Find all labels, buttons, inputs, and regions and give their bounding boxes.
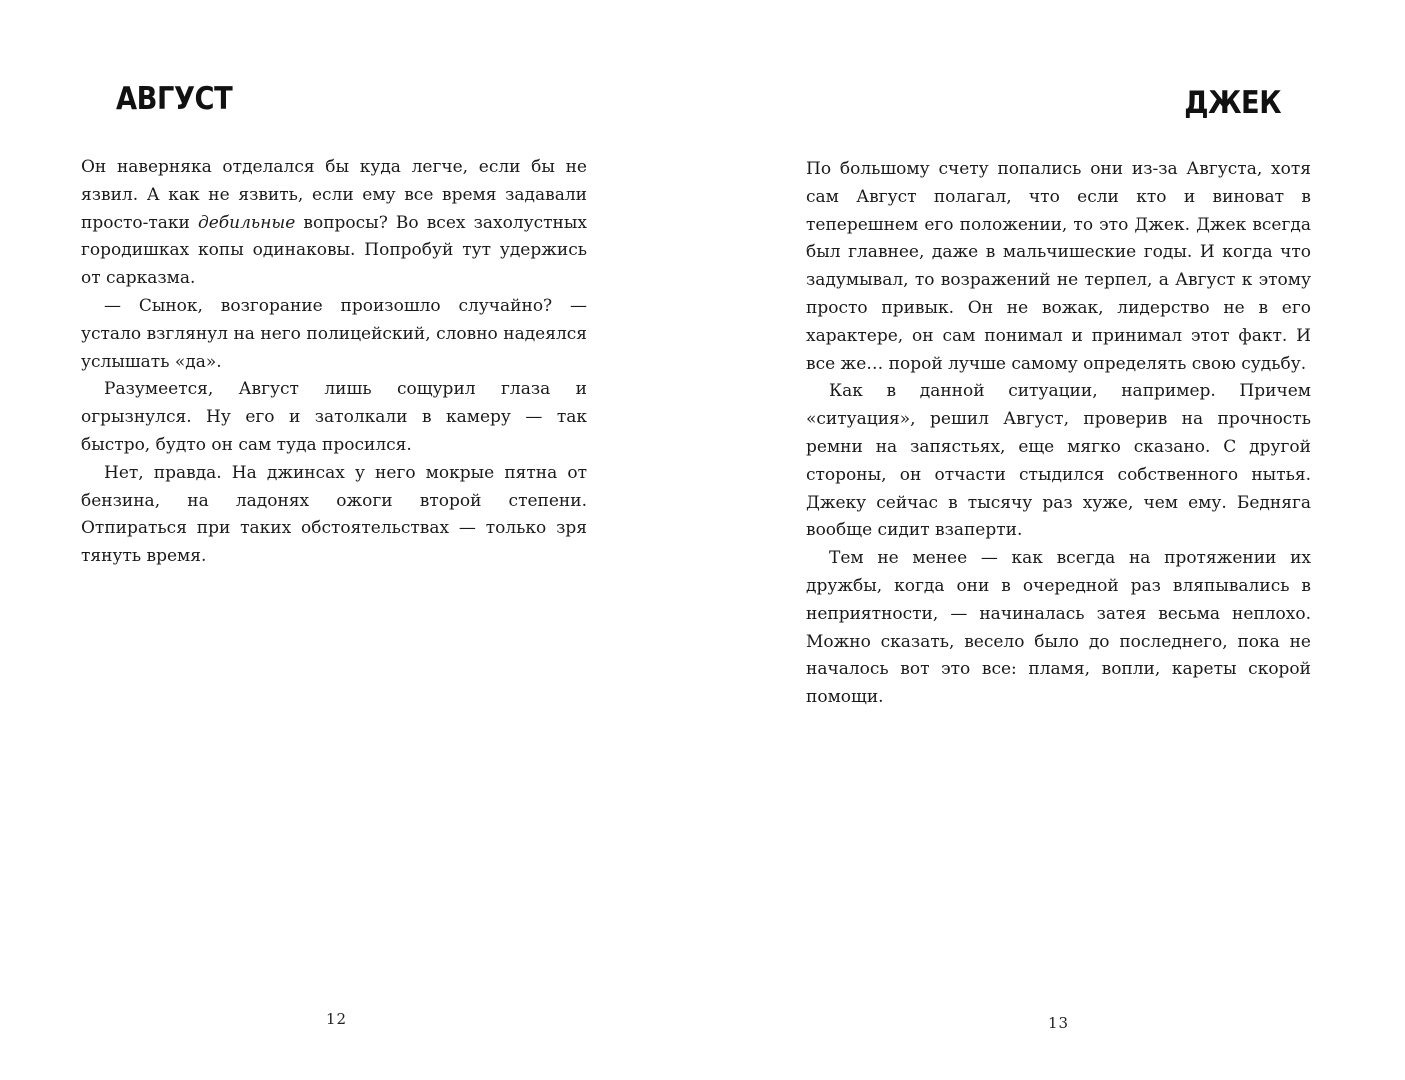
right-page: [702, 0, 1405, 1080]
left-page-text: [81, 154, 587, 571]
paragraph: Он наверняка отделался бы куда легче, если бы не язвил. А как не язвить, если ему все время задавали просто-таки дебильные вопросы? Во всех захолустных городишках копы одинаковы. Попробуй тут удержись от сарказма.: [81, 157, 587, 289]
paragraph: Как в данной ситуации, например. Причем «ситуация», решил Август, проверив на прочность ремни на запястьях, еще мягко сказано. С другой стороны, он отчасти стыдился собственного нытья. Джеку сейчас в тысячу раз хуже, чем ему. Бедняга вообще сидит взаперти.: [806, 381, 1311, 541]
left-page: [0, 0, 702, 1080]
paragraph: — Сынок, возгорание произошло случайно? — устало взглянул на него полицейский, словно надеялся услышать «да».: [81, 295, 587, 372]
emphasis: дебильные: [197, 212, 296, 233]
paragraph: Нет, правда. На джинсах у него мокрые пятна от бензина, на ладонях ожоги второй степени. Отпираться при таких обстоятельствах — только зря тянуть время.: [81, 462, 587, 567]
paragraph: Тем не менее — как всегда на протяжении их дружбы, когда они в очередной раз вляпывались в неприятности, — начиналась затея весьма неплохо. Можно сказать, весело было до последнего, пока не началось вот это все: пламя, вопли, кареты скорой помощи.: [806, 548, 1311, 708]
page-number: 13: [1048, 1014, 1070, 1032]
page-number: 12: [326, 1010, 348, 1028]
paragraph: По большому счету попались они из-за Августа, хотя сам Август полагал, что если кто и виноват в теперешнем его положении, то это Джек. Джек всегда был главнее, даже в мальчишеские годы. И когда что задумывал, то возражений не терпел, а Август к этому просто привык. Он не вожак, лидерство не в его характере, он сам понимал и принимал этот факт. И все же… порой лучше самому определять свою судьбу.: [806, 159, 1311, 374]
right-page-text: [806, 156, 1311, 712]
chapter-title-jack: ДЖЕК: [1184, 85, 1281, 121]
chapter-title-august: АВГУСТ: [116, 81, 233, 117]
paragraph: Разумеется, Август лишь сощурил глаза и огрызнулся. Ну его и затолкали в камеру — так быстро, будто он сам туда просился.: [81, 379, 587, 455]
